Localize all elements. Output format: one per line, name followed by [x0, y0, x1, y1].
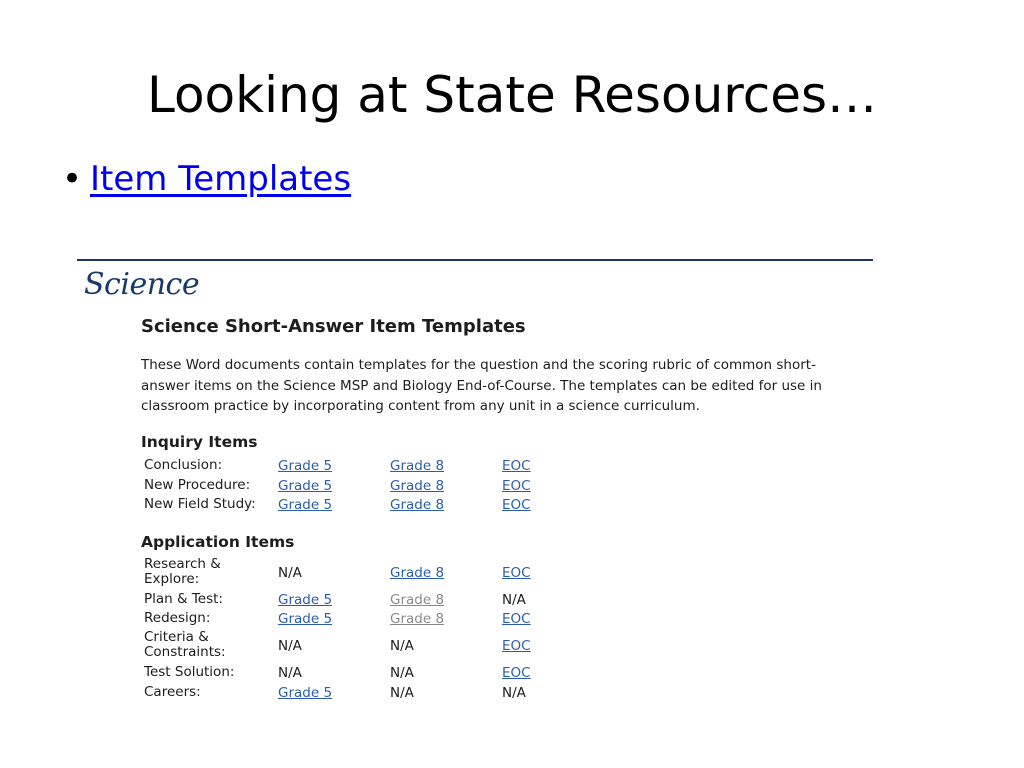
intro-line: These Word documents contain templates for the question and the scoring rubric of common short- [141, 357, 816, 373]
eoc-link[interactable]: EOC [502, 458, 531, 474]
item-templates-link[interactable]: Item Templates [90, 159, 352, 199]
not-available-text: N/A [502, 685, 526, 701]
not-available-text: N/A [502, 592, 526, 608]
grade-8-link[interactable]: Grade 8 [390, 565, 445, 581]
not-available-text: N/A [390, 638, 414, 654]
row-label: Careers: [144, 684, 201, 700]
row-label [144, 630, 274, 660]
row-label: New Field Study: [144, 496, 256, 512]
eoc-link[interactable]: EOC [502, 665, 531, 681]
intro-line: answer items on the Science MSP and Biology End-of-Course. The templates can be edited for use in [141, 377, 822, 394]
intro-paragraph [141, 355, 871, 417]
not-available-text: N/A [390, 685, 414, 701]
bullet-dot: • [62, 159, 83, 199]
row-label [144, 557, 274, 587]
eoc-link[interactable]: EOC [502, 611, 531, 627]
grade-5-link[interactable]: Grade 5 [278, 611, 333, 627]
grade-5-link[interactable]: Grade 5 [278, 458, 333, 474]
grade-8-link[interactable]: Grade 8 [390, 611, 445, 627]
not-available-text: N/A [278, 565, 302, 581]
row-label: Plan & Test: [144, 591, 223, 607]
eoc-link[interactable]: EOC [502, 497, 531, 513]
not-available-text: N/A [390, 665, 414, 681]
inquiry-items-heading: Inquiry Items [141, 433, 258, 451]
row-label: New Procedure: [144, 477, 251, 493]
eoc-link[interactable]: EOC [502, 565, 531, 581]
page-heading: Science Short-Answer Item Templates [141, 316, 526, 337]
slide-title: Looking at State Resources… [146, 66, 878, 124]
grade-8-link[interactable]: Grade 8 [390, 497, 445, 513]
science-logo: Science [84, 267, 200, 302]
embedded-screenshot [77, 259, 873, 709]
eoc-link[interactable]: EOC [502, 638, 531, 654]
row-label: Conclusion: [144, 457, 223, 473]
grade-5-link[interactable]: Grade 5 [278, 685, 333, 701]
row-label-line: Research & [144, 556, 221, 572]
grade-5-link[interactable]: Grade 5 [278, 497, 333, 513]
grade-5-link[interactable]: Grade 5 [278, 478, 333, 494]
row-label-line: Criteria & [144, 629, 209, 645]
row-label: Test Solution: [144, 664, 235, 680]
row-label-line: Explore: [144, 571, 200, 587]
row-label-line: Constraints: [144, 644, 226, 660]
eoc-link[interactable]: EOC [502, 478, 531, 494]
grade-8-link[interactable]: Grade 8 [390, 592, 445, 608]
grade-8-link[interactable]: Grade 8 [390, 478, 445, 494]
grade-8-link[interactable]: Grade 8 [390, 458, 445, 474]
not-available-text: N/A [278, 665, 302, 681]
grade-5-link[interactable]: Grade 5 [278, 592, 333, 608]
application-items-heading: Application Items [141, 533, 295, 551]
not-available-text: N/A [278, 638, 302, 654]
header-rule [77, 259, 873, 261]
bullet-item [62, 157, 351, 201]
row-label: Redesign: [144, 610, 211, 626]
intro-line: classroom practice by incorporating content from any unit in a science curriculum. [141, 398, 700, 414]
